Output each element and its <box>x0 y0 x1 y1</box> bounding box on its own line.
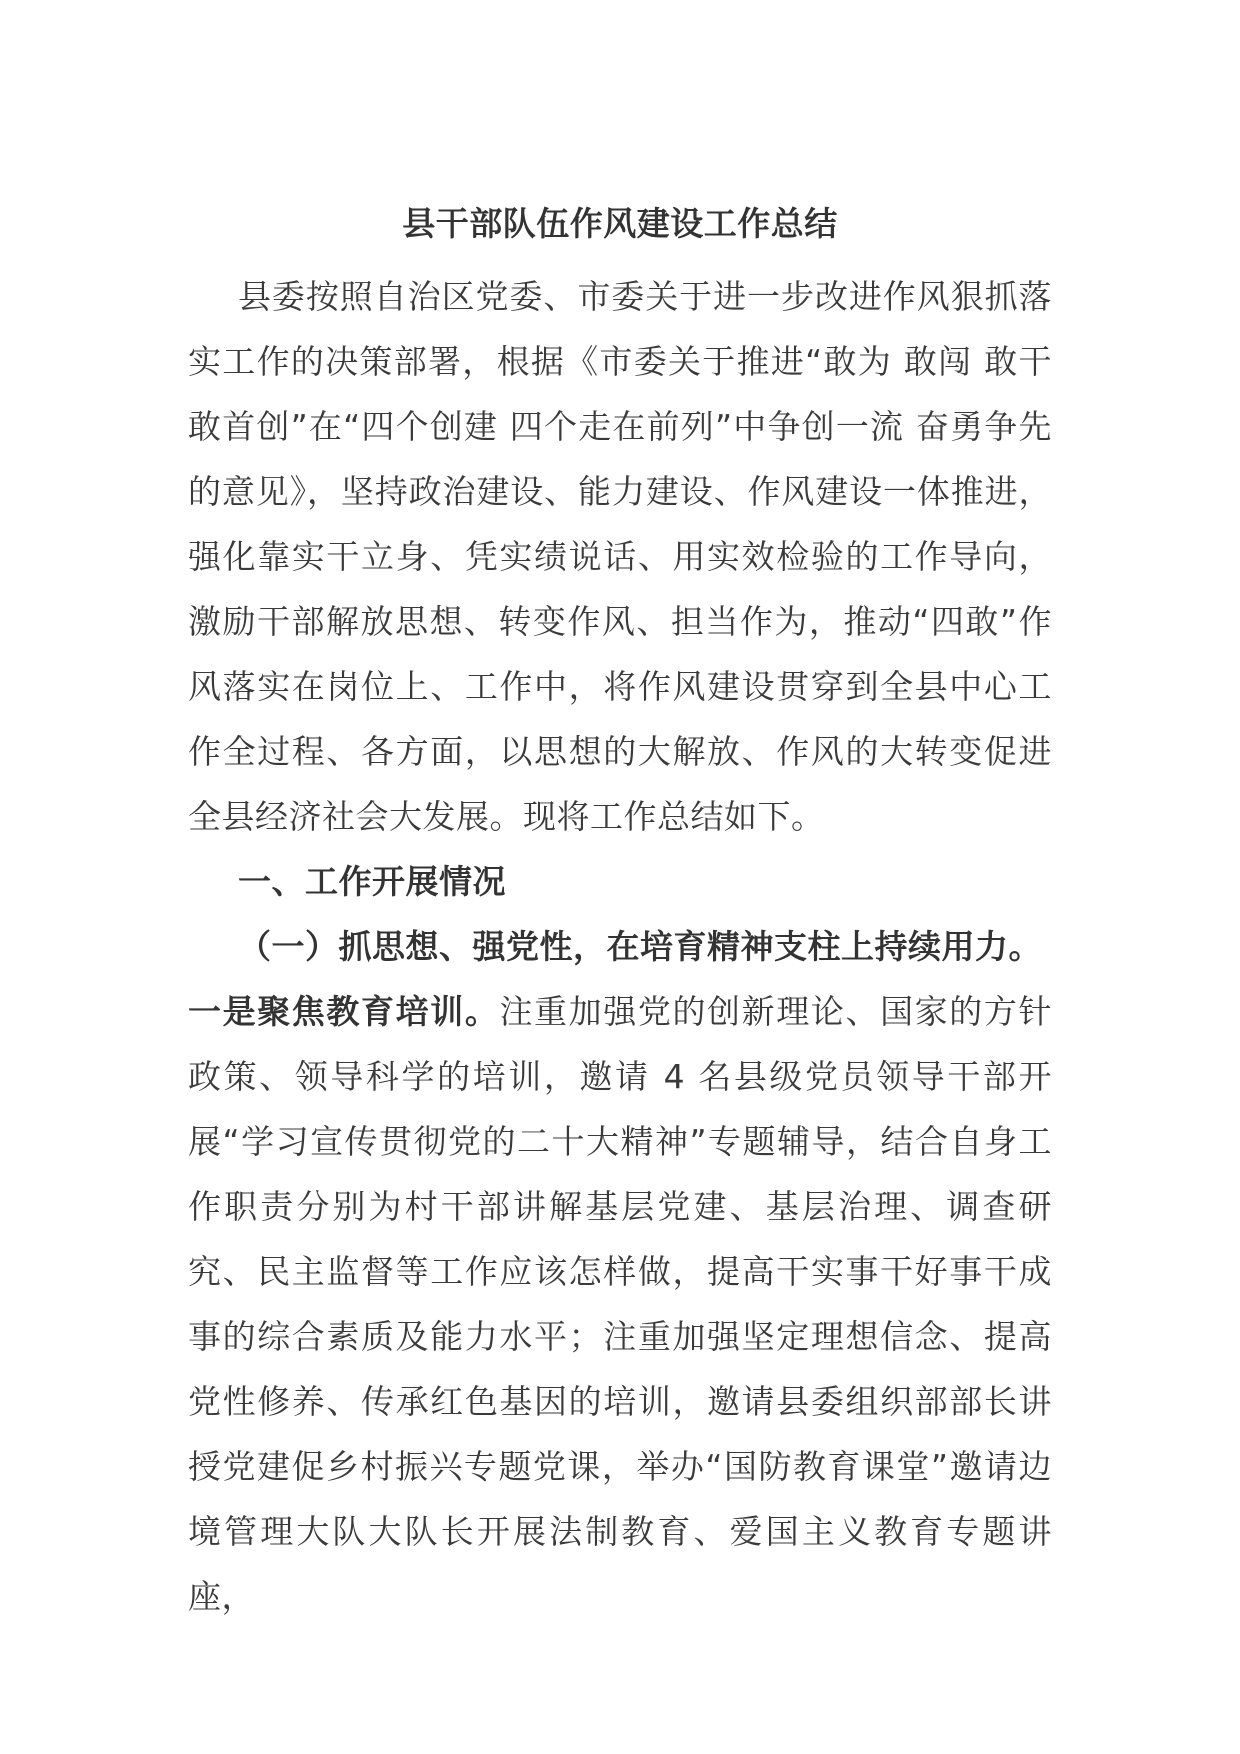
document-page <box>188 200 1052 1629</box>
document-title: 县干部队伍作风建设工作总结 <box>402 204 838 243</box>
section-heading: 一、工作开展情况 <box>238 862 506 901</box>
point-lead: 一是聚焦教育培训。 <box>188 992 500 1031</box>
subsection-heading: （一）抓思想、强党性，在培育精神支柱上持续用力。 <box>238 927 1042 966</box>
body-paragraph <box>188 979 1052 1629</box>
point-body: 注重加强党的创新理论、国家的方针政策、领导科学的培训，邀请 4 名县级党员领导干部开展“学习宣传贯彻党的二十大精神”专题辅导，结合自身工作职责分别为村干部讲解基层党建、基层治理、调查研究、民主监督等工作应该怎样做，提高干实事干好事干成事的综合素质及能力水平；注重加强坚定理想信念、提高党性修养、传承红色基因的培训，邀请县委组织部部长讲授党建促乡村振兴专题党课，举办“国防教育课堂”邀请边境管理大队大队长开展法制教育、爱国主义教育专题讲座， <box>188 992 1053 1616</box>
intro-paragraph: 县委按照自治区党委、市委关于进一步改进作风狠抓落实工作的决策部署，根据《市委关于推进“敢为 敢闯 敢干 敢首创”在“四个创建 四个走在前列”中争创一流 奋勇争先的意见》，坚持政治建设、能力建设、作风建设一体推进，强化靠实干立身、凭实绩说话、用实效检验的工作导向，激励干部解放思想、转变作风、担当作为，推动“四敢”作风落实在岗位上、工作中，将作风建设贯穿到全县中心工作全过程、各方面，以思想的大解放、作风的大转变促进全县经济社会大发展。现将工作总结如下。 <box>188 277 1052 836</box>
